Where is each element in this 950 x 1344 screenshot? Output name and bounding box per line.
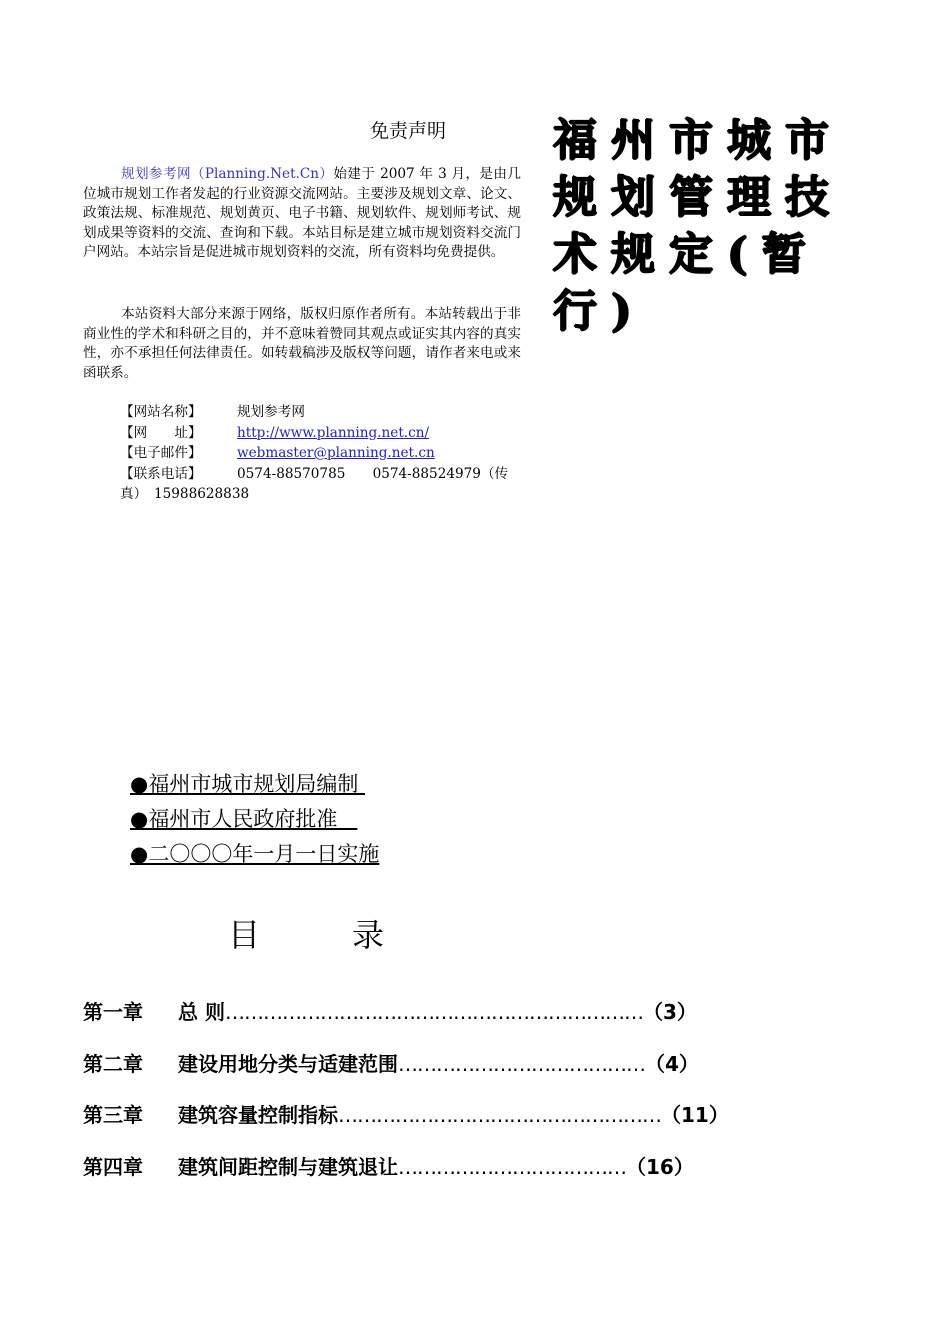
toc-chapter-title: 建设用地分类与适建范围	[178, 1051, 398, 1076]
credit-compiled-by: ●福州市城市规划局编制	[130, 772, 365, 796]
toc-chapter-title: 建筑间距控制与建筑退让	[178, 1154, 398, 1179]
toc-heading-left: 目	[228, 916, 261, 954]
website-link[interactable]: http://www.planning.net.cn/	[237, 424, 430, 441]
email-row	[120, 443, 522, 464]
toc-page-number: （11）	[661, 1103, 729, 1127]
toc-page-number: （3）	[642, 1000, 697, 1024]
contact-info	[120, 402, 522, 505]
toc-heading-right: 录	[352, 916, 385, 954]
disclaimer-paragraph-copyright: 本站资料大部分来源于网络，版权归原作者所有。本站转载出于非商业性的学术和科研之目的，并不意味着赞同其观点或证实其内容的真实性，亦不承担任何法律责任。如转载稿涉及版权等问题，请作者来电或来函联系。	[83, 306, 521, 381]
credit-effective-date: ●二〇〇〇年一月一日实施	[130, 842, 380, 866]
toc-heading	[228, 910, 384, 956]
site-name-link[interactable]: 规划参考网（Planning.Net.Cn）	[121, 166, 334, 182]
toc-chapter-title: 总 则	[178, 1000, 225, 1024]
site-name-value: 规划参考网	[237, 404, 305, 420]
toc-leader-dots: …………………………………	[398, 1051, 645, 1076]
toc-row[interactable]	[83, 995, 803, 1047]
toc-row[interactable]	[83, 1047, 803, 1099]
toc-chapter-number: 第三章	[83, 1103, 143, 1127]
toc-chapter-number: 第一章	[83, 1000, 143, 1024]
site-name-label: 【网站名称】	[120, 404, 202, 420]
phone-row	[120, 464, 522, 505]
toc-leader-dots: ………………………………	[398, 1154, 626, 1179]
toc-row[interactable]	[83, 1098, 803, 1150]
url-row	[120, 423, 522, 444]
document-title-line: 福州市城市	[553, 115, 843, 166]
toc-page-number: （4）	[645, 1051, 699, 1076]
toc-leader-dots: ……………………………………………	[338, 1103, 661, 1127]
email-link[interactable]: webmaster@planning.net.cn	[237, 445, 435, 461]
table-of-contents	[83, 995, 803, 1201]
document-title	[553, 112, 853, 340]
email-label: 【电子邮件】	[120, 445, 202, 461]
disclaimer-title: 免责声明	[370, 120, 447, 142]
toc-leader-dots: …………………………………………………………	[224, 1000, 643, 1024]
credits	[130, 767, 379, 872]
intro-text: 始建于 2007 年 3 月，是由几位城市规划工作者发起的行业资源交流网站。主要涉及规划文章、论文、政策法规、标准规范、规划黄页、电子书籍、规划软件、规划师考试、规划成果等资料的交流、查询和下载。本站目标是建立城市规划资料交流门户网站。本站宗旨是促进城市规划资料的交流，所有资料均免费提供。	[83, 166, 521, 260]
toc-chapter-number: 第四章	[83, 1154, 143, 1179]
phone-label: 【联系电话】	[120, 465, 202, 482]
credit-approved-by: ●福州市人民政府批准	[130, 807, 358, 831]
toc-page-number: （16）	[626, 1154, 694, 1179]
disclaimer-paragraph-intro	[83, 165, 521, 263]
url-label: 【网 址】	[120, 424, 202, 441]
site-name-row	[120, 402, 522, 423]
document-title-line: 规划管理技	[553, 172, 843, 223]
toc-row[interactable]	[83, 1150, 803, 1202]
phone-value: 0574-88570785 0574-88524979（传真） 15988628838	[120, 465, 509, 502]
toc-chapter-number: 第二章	[83, 1051, 143, 1076]
toc-chapter-title: 建筑容量控制指标	[178, 1103, 338, 1127]
document-title-line: 术规定(暂行)	[553, 229, 820, 337]
